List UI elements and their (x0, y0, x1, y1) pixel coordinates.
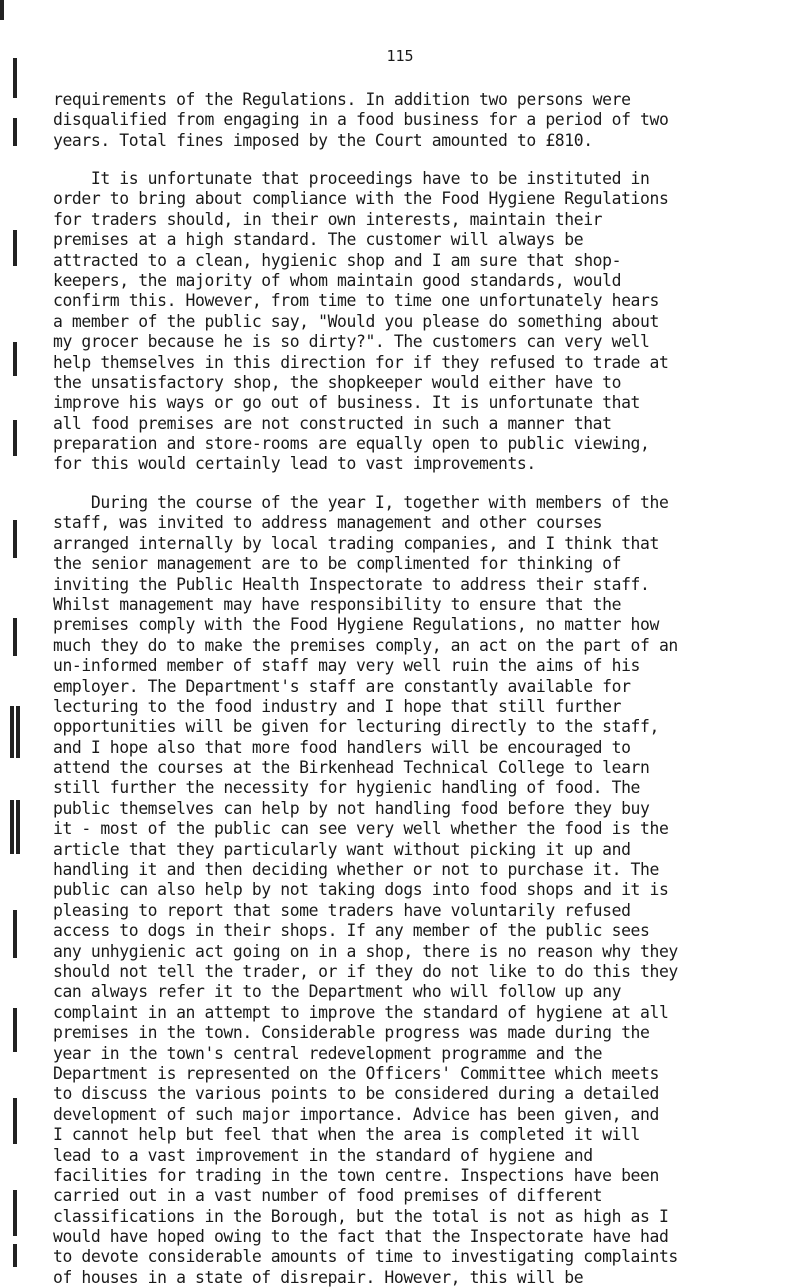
text-line: keepers, the majority of whom maintain good standards, would (53, 270, 622, 290)
binding-mark (13, 1008, 17, 1052)
binding-mark (13, 910, 17, 958)
text-line: complaint in an attempt to improve the standard of hygiene at all (53, 1002, 669, 1022)
text-line: classifications in the Borough, but the total is not as high as I (53, 1206, 669, 1226)
page-number: 115 (386, 47, 414, 65)
text-line: access to dogs in their shops. If any member of the public sees (53, 921, 650, 941)
text-line: of houses in a state of disrepair. However, this will be (53, 1267, 584, 1287)
text-line: help themselves in this direction for if they refused to trade at (53, 352, 669, 372)
text-line: employer. The Department's staff are constantly available for (53, 676, 631, 696)
text-line: for this would certainly lead to vast improvements. (53, 454, 536, 474)
text-line: and I hope also that more food handlers will be encouraged to (53, 737, 631, 757)
text-line: to devote considerable amounts of time to investigating complaints (53, 1247, 678, 1267)
text-line: disqualified from engaging in a food business for a period of two (53, 110, 669, 130)
binding-mark (0, 0, 4, 20)
text-line: It is unfortunate that proceedings have to be instituted in (53, 169, 650, 188)
text-line: order to bring about compliance with the Food Hygiene Regulations (53, 189, 669, 209)
text-line: un-informed member of staff may very well ruin the aims of his (53, 656, 641, 676)
text-line: the senior management are to be complimented for thinking of (53, 554, 622, 574)
text-line: still further the necessity for hygienic handling of food. The (53, 778, 641, 798)
text-line: confirm this. However, from time to time one unfortunately hears (53, 291, 659, 311)
text-line: During the course of the year I, together with members of the (53, 493, 669, 512)
text-line: arranged internally by local trading companies, and I think that (53, 533, 659, 553)
binding-mark (13, 342, 17, 376)
paragraph (53, 90, 793, 151)
paragraph (53, 169, 793, 475)
text-line: attend the courses at the Birkenhead Technical College to learn (53, 758, 650, 778)
text-line: would have hoped owing to the fact that the Inspectorate have had (53, 1227, 669, 1247)
text-line: all food premises are not constructed in such a manner that (53, 413, 612, 433)
binding-mark (13, 118, 17, 146)
binding-mark (10, 706, 14, 758)
text-line: premises comply with the Food Hygiene Regulations, no matter how (53, 615, 659, 635)
text-line: can always refer it to the Department who will follow up any (53, 982, 622, 1002)
text-line: public themselves can help by not handling food before they buy (53, 798, 650, 818)
text-line: lecturing to the food industry and I hope that still further (53, 696, 622, 716)
text-line: Whilst management may have responsibility to ensure that the (53, 594, 622, 614)
text-line: carried out in a vast number of food premises of different (53, 1186, 603, 1206)
binding-mark (13, 230, 17, 266)
text-line: to discuss the various points to be considered during a detailed (53, 1084, 659, 1104)
text-line: preparation and store-rooms are equally open to public viewing, (53, 434, 650, 454)
text-line: article that they particularly want without picking it up and (53, 839, 631, 859)
text-line: public can also help by not taking dogs into food shops and it is (53, 880, 669, 900)
text-line: any unhygienic act going on in a shop, there is no reason why they (53, 941, 678, 961)
text-line: a member of the public say, "Would you please do something about (53, 311, 659, 331)
text-line: handling it and then deciding whether or not to purchase it. The (53, 860, 659, 880)
text-line: for traders should, in their own interests, maintain their (53, 209, 603, 229)
text-line: I cannot help but feel that when the area is completed it will (53, 1125, 641, 1145)
text-line: years. Total fines imposed by the Court amounted to £810. (53, 130, 593, 150)
binding-mark (13, 1244, 17, 1267)
binding-mark (16, 800, 20, 854)
text-line: staff, was invited to address management and other courses (53, 513, 603, 533)
text-line: year in the town's central redevelopment programme and the (53, 1043, 603, 1063)
text-line: it - most of the public can see very well whether the food is the (53, 819, 669, 839)
text-line: should not tell the trader, or if they do not like to do this they (53, 961, 678, 981)
binding-mark (16, 706, 20, 758)
binding-mark (10, 800, 14, 854)
binding-mark (13, 1098, 17, 1144)
text-line: opportunities will be given for lecturing directly to the staff, (53, 717, 659, 737)
text-line: requirements of the Regulations. In addition two persons were (53, 90, 631, 109)
text-line: the unsatisfactory shop, the shopkeeper would either have to (53, 372, 622, 392)
text-line: attracted to a clean, hygienic shop and I am sure that shop- (53, 250, 622, 270)
binding-mark (13, 420, 17, 456)
text-line: improve his ways or go out of business. It is unfortunate that (53, 393, 641, 413)
text-line: my grocer because he is so dirty?". The customers can very well (53, 332, 650, 352)
binding-mark (13, 520, 17, 558)
text-line: development of such major importance. Advice has been given, and (53, 1104, 659, 1124)
text-line: much they do to make the premises comply, an act on the part of an (53, 635, 678, 655)
text-line: lead to a vast improvement in the standard of hygiene and (53, 1145, 593, 1165)
text-line: inviting the Public Health Inspectorate to address their staff. (53, 574, 650, 594)
text-line: Department is represented on the Officers' Committee which meets (53, 1063, 659, 1083)
text-line: premises at a high standard. The customer will always be (53, 230, 584, 250)
binding-mark (13, 618, 17, 656)
text-line: pleasing to report that some traders have voluntarily refused (53, 900, 631, 920)
binding-edge-marks (0, 0, 30, 1267)
paragraph (53, 493, 793, 1288)
text-line: premises in the town. Considerable progress was made during the (53, 1023, 650, 1043)
binding-mark (13, 1190, 17, 1236)
text-line: facilities for trading in the town centre. Inspections have been (53, 1165, 659, 1185)
